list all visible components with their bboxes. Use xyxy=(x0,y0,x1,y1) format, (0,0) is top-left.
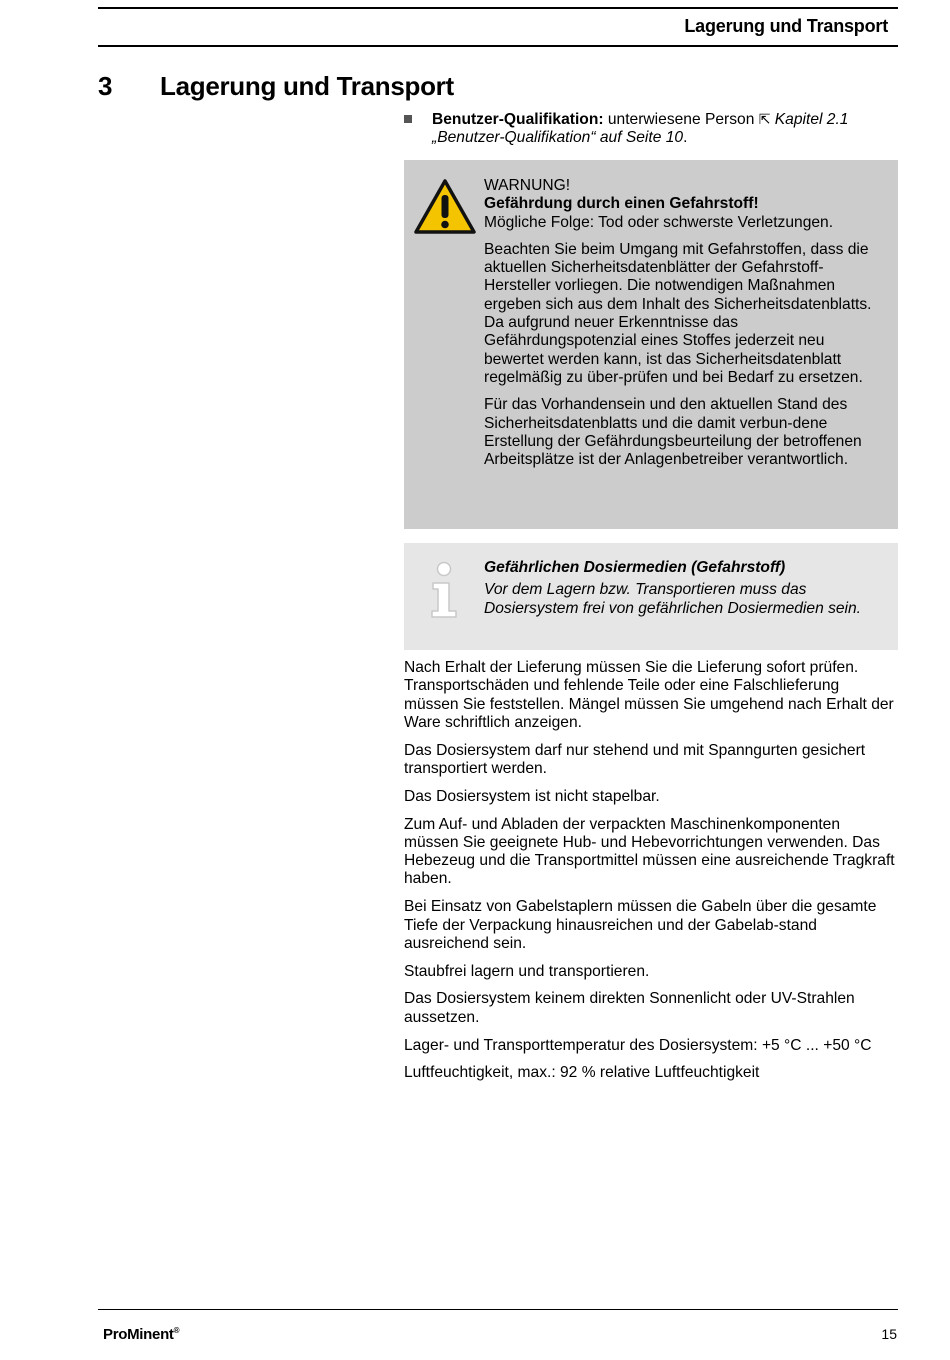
body-paragraph: Das Dosiersystem darf nur stehend und mit Spanngurten gesichert transportiert werden. xyxy=(404,741,866,777)
warning-triangle-icon xyxy=(413,178,477,236)
warning-signal-word: WARNUNG! xyxy=(484,177,571,194)
prominent-logo xyxy=(103,1326,179,1343)
body-paragraph: Lager- und Transporttemperatur des Dosiersystem: +5 °C ... +50 °C xyxy=(404,1036,872,1054)
header-rule xyxy=(98,45,898,47)
body-paragraph: Staubfrei lagern und transportieren. xyxy=(404,962,650,980)
registered-mark: ® xyxy=(173,1326,180,1335)
info-title: Gefährlichen Dosiermedien (Gefahrstoff) xyxy=(484,559,786,576)
warning-paragraph: Beachten Sie beim Umgang mit Gefahrstoffen, dass die aktuellen Sicherheitsdatenblätter der Gefahrstoff-Hersteller vorliegen. Die notwendigen Maßnahmen ergeben sich aus dem Inhalt des Sicherheitsdatenblatts. Da aufgrund neuer Erkenntnisse das Gefährdungspotenzial eines Stoffes jederzeit neu bewertet werden kann, ist das Sicherheitsdatenblatt regelmäßig zu über-prüfen und bei Bedarf zu ersetzen. xyxy=(484,240,872,386)
footer-rule xyxy=(98,1309,898,1310)
logo-text: ProMinent xyxy=(103,1326,174,1343)
body-text xyxy=(404,659,898,1092)
qualification-item xyxy=(404,110,898,148)
qualification-text: unterwiesene Person xyxy=(603,111,759,128)
warning-consequence: Mögliche Folge: Tod oder schwerste Verletzungen. xyxy=(484,213,834,231)
qualification-end: . xyxy=(683,129,688,147)
top-rule xyxy=(98,7,898,9)
body-paragraph: Nach Erhalt der Lieferung müssen Sie die Lieferung sofort prüfen. Transportschäden und fehlende Teile oder eine Falschlieferung müssen Sie feststellen. Mängel müssen Sie umgehend nach Erhalt der Ware schriftlich anzeigen. xyxy=(404,659,894,731)
page-number: 15 xyxy=(881,1326,897,1342)
qualification-reference-link[interactable]: Kapitel 2.1 „Benutzer-Qualifikation“ auf Seite 10 xyxy=(432,111,849,147)
chapter-title: Lagerung und Transport xyxy=(160,71,454,101)
running-header: Lagerung und Transport xyxy=(684,16,888,36)
warning-paragraph: Für das Vorhandensein und den aktuellen Stand des Sicherheitsdatenblatts und die damit verbun-dene Erstellung der Gefährdungsbeurteilung der betroffenen Arbeitsplätze ist der Anlagenbetreiber verantwortlich. xyxy=(484,396,862,469)
square-bullet-icon xyxy=(404,115,412,123)
body-paragraph: Luftfeuchtigkeit, max.: 92 % relative Luftfeuchtigkeit xyxy=(404,1064,760,1082)
body-paragraph: Bei Einsatz von Gabelstaplern müssen die Gabeln über die gesamte Tiefe der Verpackung hinausreichen und der Gabelab-stand ausreichend sein. xyxy=(404,898,877,952)
info-box xyxy=(404,543,898,650)
qualification-label: Benutzer-Qualifikation: xyxy=(432,111,604,128)
body-paragraph: Zum Auf- und Abladen der verpackten Maschinenkomponenten müssen Sie geeignete Hub- und Hebevorrichtungen verwenden. Das Hebezeug und die Transportmittel müssen eine ausreichende Tragkraft haben. xyxy=(404,815,895,888)
body-paragraph: Das Dosiersystem ist nicht stapelbar. xyxy=(404,787,660,805)
warning-headline: Gefährdung durch einen Gefahrstoff! xyxy=(484,195,759,213)
info-icon xyxy=(426,561,462,619)
chapter-number: 3 xyxy=(98,71,113,101)
warning-body xyxy=(484,177,884,478)
info-text: Vor dem Lagern bzw. Transportieren muss das Dosiersystem frei von gefährlichen Dosiermedien sein. xyxy=(484,581,862,617)
info-body xyxy=(484,559,884,618)
reference-arrow-icon: ⇱ xyxy=(758,111,771,127)
body-paragraph: Das Dosiersystem keinem direkten Sonnenlicht oder UV-Strahlen aussetzen. xyxy=(404,990,855,1026)
warning-box xyxy=(404,160,898,529)
